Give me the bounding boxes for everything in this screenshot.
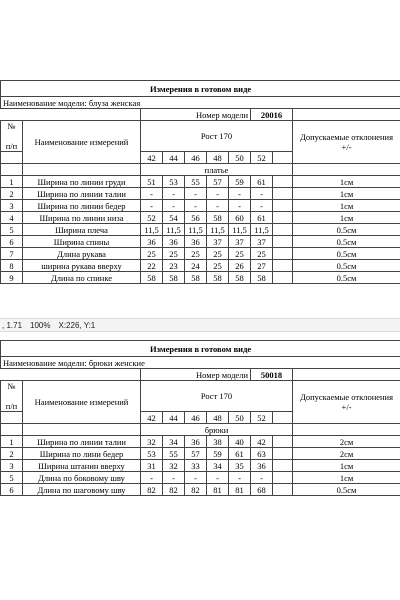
blank-cell (273, 460, 293, 472)
measurement-name: Ширина штанин вверху (23, 460, 141, 472)
value-cell: 36 (141, 236, 163, 248)
value-cell: 57 (207, 176, 229, 188)
row-number: 1 (1, 436, 23, 448)
blank-cell (273, 248, 293, 260)
value-cell: 37 (207, 236, 229, 248)
value-cell: 25 (141, 248, 163, 260)
row-number: 8 (1, 260, 23, 272)
value-cell: 81 (207, 484, 229, 496)
measurement-name: ширина рукава вверху (23, 260, 141, 272)
size-cell: 44 (163, 152, 185, 164)
value-cell: 11,5 (141, 224, 163, 236)
value-cell: 81 (229, 484, 251, 496)
blank-cell (273, 260, 293, 272)
measurement-name: Ширина плеча (23, 224, 141, 236)
value-cell: 32 (163, 460, 185, 472)
divider (0, 332, 400, 340)
row-number: 7 (1, 248, 23, 260)
value-cell: 34 (163, 436, 185, 448)
blank-cell (273, 472, 293, 484)
value-cell: 26 (229, 260, 251, 272)
value-cell: 82 (141, 484, 163, 496)
value-cell: 58 (229, 272, 251, 284)
value-cell: - (163, 200, 185, 212)
measurement-name: Длина по боковому шву (23, 472, 141, 484)
table-row (1, 224, 400, 236)
col-tolerance-header: Допускаемые отклонения +/- (293, 381, 400, 424)
value-cell: 82 (185, 484, 207, 496)
value-cell: - (207, 188, 229, 200)
table-row (1, 448, 400, 460)
value-cell: 54 (163, 212, 185, 224)
value-cell: 38 (207, 436, 229, 448)
row-number: 9 (1, 272, 23, 284)
blank-cell (273, 212, 293, 224)
col-height-header: Рост 170 (141, 381, 293, 412)
size-cell: 46 (185, 412, 207, 424)
measurement-name: Длина по шаговому шву (23, 484, 141, 496)
zoom-level[interactable]: 100% (30, 320, 51, 330)
value-cell: 11,5 (185, 224, 207, 236)
value-cell: 60 (229, 212, 251, 224)
value-cell: 33 (185, 460, 207, 472)
tolerance-cell: 1см (293, 472, 400, 484)
size-cell: 52 (251, 412, 273, 424)
row-number: 6 (1, 484, 23, 496)
value-cell: 58 (251, 272, 273, 284)
col-height-header: Рост 170 (141, 121, 293, 152)
blank-cell (1, 424, 23, 436)
measurement-name: Ширина по линии груди (23, 176, 141, 188)
blank-cell (273, 236, 293, 248)
table-row (1, 460, 400, 472)
value-cell: 55 (163, 448, 185, 460)
value-cell: 37 (251, 236, 273, 248)
measurement-table (0, 80, 400, 284)
value-cell: 36 (251, 460, 273, 472)
value-cell: 51 (141, 176, 163, 188)
blank-cell (273, 224, 293, 236)
value-cell: 11,5 (251, 224, 273, 236)
measurement-name: Ширина по линии талии (23, 188, 141, 200)
value-cell: - (229, 188, 251, 200)
table-row (1, 236, 400, 248)
measurement-name: Ширина по линии бедер (23, 200, 141, 212)
value-cell: 22 (141, 260, 163, 272)
blank-cell (273, 436, 293, 448)
section-label: платье (141, 164, 293, 176)
col-tolerance-header: Допускаемые отклонения +/- (293, 121, 400, 164)
tolerance-cell: 0.5см (293, 260, 400, 272)
tolerance-cell: 0.5см (293, 248, 400, 260)
blank-cell (273, 200, 293, 212)
model-name: Наименование модели: брюки женские (1, 357, 400, 369)
value-cell: 61 (251, 176, 273, 188)
value-cell: 61 (251, 212, 273, 224)
size-cell: 42 (141, 152, 163, 164)
value-cell: - (251, 472, 273, 484)
value-cell: 58 (185, 272, 207, 284)
value-cell: - (251, 188, 273, 200)
size-cell: 42 (141, 412, 163, 424)
size-cell: 48 (207, 152, 229, 164)
blank-cell (273, 484, 293, 496)
row-number: 2 (1, 188, 23, 200)
value-cell: - (141, 472, 163, 484)
value-cell: - (185, 472, 207, 484)
value-cell: 57 (185, 448, 207, 460)
value-cell: - (163, 188, 185, 200)
model-name: Наименование модели: блуза женская (1, 97, 400, 109)
value-cell: 58 (163, 272, 185, 284)
measurement-name: Ширина по линии талии (23, 436, 141, 448)
cell-indicator: , 1.71 (2, 320, 23, 330)
value-cell: 40 (229, 436, 251, 448)
blank-cell (273, 152, 293, 164)
tolerance-cell: 1см (293, 188, 400, 200)
blank-cell (273, 272, 293, 284)
value-cell: 25 (207, 248, 229, 260)
table-row (1, 212, 400, 224)
value-cell: 25 (251, 248, 273, 260)
table-row (1, 248, 400, 260)
value-cell: 34 (207, 460, 229, 472)
value-cell: 36 (163, 236, 185, 248)
blank-cell (1, 164, 23, 176)
size-cell: 50 (229, 152, 251, 164)
row-number: 5 (1, 224, 23, 236)
row-number: 3 (1, 460, 23, 472)
model-number: 20016 (251, 109, 293, 121)
tolerance-cell: 0.5см (293, 224, 400, 236)
table-row (1, 272, 400, 284)
measurement-sheet-blouse (0, 80, 400, 284)
value-cell: 63 (251, 448, 273, 460)
value-cell: 36 (185, 436, 207, 448)
size-cell: 48 (207, 412, 229, 424)
value-cell: 56 (185, 212, 207, 224)
blank-cell (1, 109, 141, 121)
table-row (1, 484, 400, 496)
value-cell: - (207, 472, 229, 484)
value-cell: 31 (141, 460, 163, 472)
size-cell: 52 (251, 152, 273, 164)
measurement-name: Ширина по лини бедер (23, 448, 141, 460)
row-number: 1 (1, 176, 23, 188)
blank-cell (273, 188, 293, 200)
value-cell: 82 (163, 484, 185, 496)
blank-cell (273, 412, 293, 424)
sheet-title: Измерения в готовом виде (1, 81, 400, 97)
row-number: 3 (1, 200, 23, 212)
value-cell: 25 (185, 248, 207, 260)
value-cell: 58 (207, 272, 229, 284)
tolerance-cell: 2см (293, 436, 400, 448)
value-cell: - (185, 200, 207, 212)
row-number: 5 (1, 472, 23, 484)
tolerance-cell: 1см (293, 200, 400, 212)
value-cell: 55 (185, 176, 207, 188)
measurement-name: Ширина спины (23, 236, 141, 248)
value-cell: - (141, 188, 163, 200)
blank-area (0, 0, 400, 80)
row-number: 4 (1, 212, 23, 224)
tolerance-cell: 0.5см (293, 236, 400, 248)
model-number-label: Номер модели (141, 369, 251, 381)
blank-cell (293, 424, 400, 436)
value-cell: 23 (163, 260, 185, 272)
model-number: 50018 (251, 369, 293, 381)
sheet-title: Измерения в готовом виде (1, 341, 400, 357)
tolerance-cell: 0.5см (293, 484, 400, 496)
value-cell: 37 (229, 236, 251, 248)
size-cell: 50 (229, 412, 251, 424)
col-no-header: № п/п (1, 381, 23, 412)
value-cell: 53 (163, 176, 185, 188)
section-label: брюки (141, 424, 293, 436)
table-row (1, 260, 400, 272)
value-cell: 42 (251, 436, 273, 448)
blank-cell (1, 152, 23, 164)
blank-cell (23, 424, 141, 436)
row-number: 2 (1, 448, 23, 460)
value-cell: 59 (229, 176, 251, 188)
size-cell: 46 (185, 152, 207, 164)
table-row (1, 200, 400, 212)
col-name-header: Наименование измерений (23, 381, 141, 424)
value-cell: 27 (251, 260, 273, 272)
value-cell: 59 (207, 448, 229, 460)
value-cell: 25 (229, 248, 251, 260)
value-cell: 11,5 (207, 224, 229, 236)
measurement-table (0, 340, 400, 496)
model-number-label: Номер модели (141, 109, 251, 121)
blank-cell (23, 164, 141, 176)
measurement-name: Ширина по линии низа (23, 212, 141, 224)
value-cell: 52 (141, 212, 163, 224)
value-cell: - (251, 200, 273, 212)
blank-cell (293, 369, 400, 381)
value-cell: - (229, 200, 251, 212)
value-cell: 58 (207, 212, 229, 224)
row-number: 6 (1, 236, 23, 248)
value-cell: 36 (185, 236, 207, 248)
value-cell: - (185, 188, 207, 200)
value-cell: 25 (207, 260, 229, 272)
col-no-header: № п/п (1, 121, 23, 152)
size-cell: 44 (163, 412, 185, 424)
value-cell: 32 (141, 436, 163, 448)
tolerance-cell: 1см (293, 460, 400, 472)
tolerance-cell: 1см (293, 212, 400, 224)
value-cell: 53 (141, 448, 163, 460)
value-cell: 24 (185, 260, 207, 272)
col-name-header: Наименование измерений (23, 121, 141, 164)
value-cell: 11,5 (163, 224, 185, 236)
blank-cell (273, 448, 293, 460)
tolerance-cell: 0.5см (293, 272, 400, 284)
value-cell: 25 (163, 248, 185, 260)
measurement-sheet-trousers (0, 340, 400, 496)
value-cell: - (207, 200, 229, 212)
measurement-name: Длина рукава (23, 248, 141, 260)
measurement-name: Длина по спинке (23, 272, 141, 284)
coordinates-readout: X:226, Y:1 (58, 320, 96, 330)
value-cell: - (229, 472, 251, 484)
tolerance-cell: 1см (293, 176, 400, 188)
tolerance-cell: 2см (293, 448, 400, 460)
value-cell: 35 (229, 460, 251, 472)
value-cell: - (141, 200, 163, 212)
table-row (1, 176, 400, 188)
status-bar (0, 318, 400, 332)
blank-cell (1, 369, 141, 381)
blank-cell (1, 412, 23, 424)
blank-cell (273, 176, 293, 188)
blank-cell (293, 109, 400, 121)
table-row (1, 436, 400, 448)
blank-cell (293, 164, 400, 176)
table-row (1, 472, 400, 484)
value-cell: - (163, 472, 185, 484)
value-cell: 61 (229, 448, 251, 460)
table-row (1, 188, 400, 200)
value-cell: 58 (141, 272, 163, 284)
value-cell: 11,5 (229, 224, 251, 236)
value-cell: 68 (251, 484, 273, 496)
